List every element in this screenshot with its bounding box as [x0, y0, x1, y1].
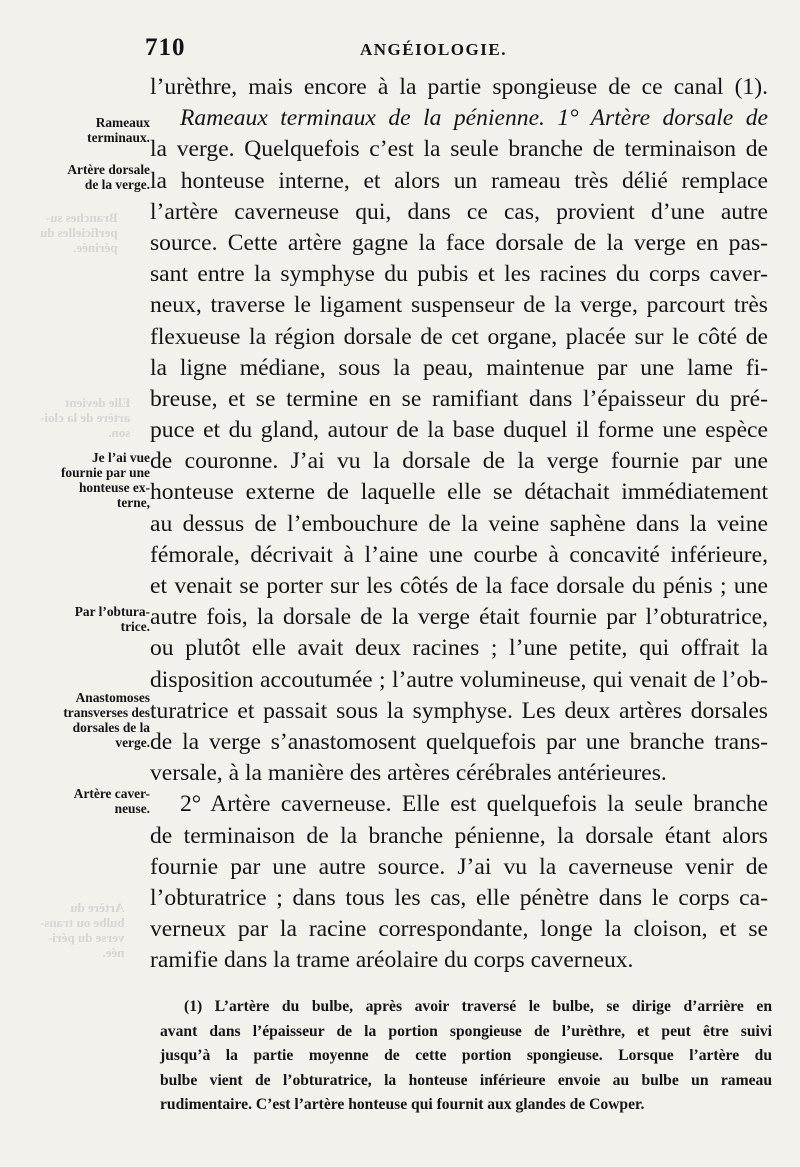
- body-line: versale, à la manière des artères cérébrales antérieures.: [150, 760, 667, 787]
- body-line: puce et du gland, autour de la base duquel il forme une espèce: [150, 417, 768, 444]
- body-line: la honteuse interne, et alors un rameau très délié remplace: [150, 167, 768, 194]
- running-title: ANGÉIOLOGIE.: [360, 40, 507, 59]
- margin-note-rameaux-terminaux: Rameaux terminaux.: [87, 115, 150, 145]
- margin-note-obturatrice: Par l’obtura- trice.: [74, 604, 150, 634]
- body-line: ou plutôt elle avait deux racines ; l’une petite, qui offrait la: [150, 635, 768, 662]
- body-line: de couronne. J’ai vu la dorsale de la verge fournie par une: [150, 448, 768, 475]
- footnote-line: rudimentaire. C’est l’artère honteuse qui fournit aux glandes de Cowper.: [160, 1096, 645, 1113]
- body-line: turatrice et passait sous la symphyse. Les deux artères dorsales: [150, 697, 768, 724]
- body-line: l’artère caverneuse qui, dans ce cas, provient d’une autre: [150, 198, 768, 225]
- margin-note-anastomoses: Anastomoses transverses des dorsales de la verge.: [63, 690, 150, 750]
- body-line: l’urèthre, mais encore à la partie spongieuse de ce canal (1).: [150, 74, 768, 100]
- body-text: [150, 72, 768, 976]
- running-header: [145, 28, 775, 68]
- body-line: la ligne médiane, sous la peau, maintenue par une lame fi-: [150, 354, 768, 381]
- body-line: verneux par la racine correspondante, longe la cloison, et se: [150, 916, 768, 943]
- body-line: source. Cette artère gagne la face dorsale de la verge en pas-: [150, 229, 768, 256]
- page-number: 710: [145, 34, 186, 61]
- body-line: disposition accoutumée ; l’autre volumineuse, qui venait de l’ob-: [150, 666, 768, 693]
- body-line: l’obturatrice ; dans tous les cas, elle pénètre dans le corps ca-: [150, 884, 768, 911]
- body-line: de la verge s’anastomosent quelquefois par une branche trans-: [150, 728, 768, 755]
- show-through-texture: Elle devient artère de la cloi- son.: [40, 395, 131, 440]
- footnote-line: avant dans l’épaisseur de la portion spongieuse de l’urèthre, et peut être suivi: [160, 1022, 772, 1040]
- footnote-line: jusqu’à la partie moyenne de cette portion spongieuse. Lorsque l’artère du: [160, 1047, 772, 1064]
- body-line: sant entre la symphyse du pubis et les racines du corps caver-: [150, 261, 768, 288]
- body-line: fournie par une autre source. J’ai vu la caverneuse venir de: [150, 853, 768, 880]
- body-line: breuse, et se termine en se ramifiant dans l’épaisseur du pré-: [150, 385, 768, 412]
- body-line: au dessus de l’embouchure de la veine saphène dans la veine: [150, 510, 768, 537]
- body-line: fémorale, décrivait à l’aine une courbe à concavité inférieure,: [150, 541, 768, 568]
- body-line: honteuse externe de laquelle elle se détachait immédiatement: [150, 479, 768, 506]
- footnote: [160, 995, 772, 1118]
- body-line: 2° Artère caverneuse. Elle est quelquefois la seule branche: [180, 791, 768, 818]
- footnote-line: (1) L’artère du bulbe, après avoir traversé le bulbe, se dirige d’arrière en: [184, 998, 772, 1015]
- body-line: et venait se porter sur les côtés de la face dorsale du pénis ; une: [150, 573, 768, 599]
- body-line: Rameaux terminaux de la pénienne. 1° Artère dorsale de: [180, 105, 768, 132]
- body-line: autre fois, la dorsale de la verge était fournie par l’obturatrice,: [150, 604, 768, 631]
- footnote-line: bulbe vient de l’obturatrice, la honteuse inférieure envoie au bulbe un rameau: [160, 1071, 772, 1089]
- body-line: flexueuse la région dorsale de cet organe, placée sur le côté de: [150, 323, 768, 350]
- margin-note-honteuse-externe: Je l’ai vue fournie par une honteuse ex- terne,: [60, 450, 150, 510]
- body-line: ramifie dans la trame aréolaire du corps caverneux.: [150, 947, 634, 974]
- body-line: la verge. Quelquefois c’est la seule branche de terminaison de: [150, 136, 768, 163]
- margin-note-artere-caverneuse: Artère caver- neuse.: [73, 786, 150, 816]
- show-through-texture: Branches su- perficielles du périnée.: [40, 210, 118, 255]
- show-through-texture: Artère du bulbe ou trans- verse du péri- née.: [40, 900, 125, 960]
- body-line: neux, traverse le ligament suspenseur de la verge, parcourt très: [150, 292, 768, 319]
- body-line: de terminaison de la branche pénienne, la dorsale étant alors: [150, 822, 768, 849]
- margin-note-artere-dorsale: Artère dorsale de la verge.: [67, 162, 150, 192]
